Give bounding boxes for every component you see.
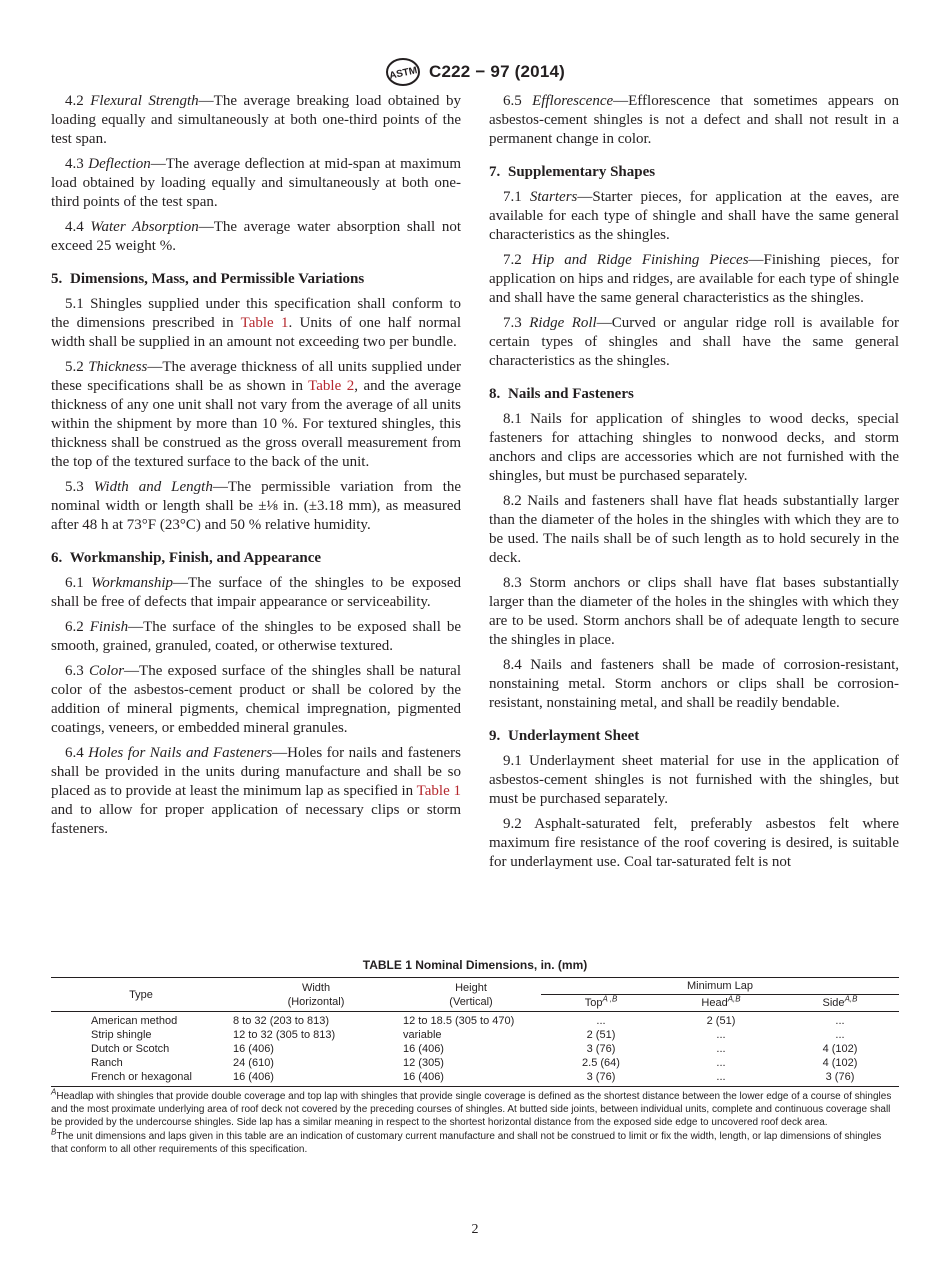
table-1-title: TABLE 1 Nominal Dimensions, in. (mm) <box>362 958 588 972</box>
page-number: 2 <box>471 1222 479 1237</box>
table-row: Strip shingle 12 to 32 (305 to 813) variable 2 (51) ... ... <box>91 1029 845 1041</box>
table-row: American method 8 to 32 (203 to 813) 12 to 18.5 (305 to 470) ... 2 (51) ... <box>91 1015 845 1027</box>
footnote-b: $^B$The unit dimensions and laps given in this table are an indication of customary current manufacture and shall not be construed to limit or fix the width, length, or lap dimensions of shingles that conform to all other requirements of this specification. <box>51 1127 882 1155</box>
col-width-header: Width (Horizontal) <box>231 978 401 1012</box>
col-top-header: Top$^{A ,B}$ <box>584 994 618 1009</box>
para-6-1: 6.1 Workmanship—The surface of the shingles to be exposed shall be free of defects that impair appearance or serviceability. <box>51 575 461 610</box>
col-type-header: Type <box>51 978 231 1012</box>
para-7-1: 7.1 Starters—Starter pieces, for application at the eaves, are available for each type of shingle and shall have the same general characteristics as the shingles. <box>489 189 899 243</box>
para-9-1: 9.1 Underlayment sheet material for use in the application of asbestos-cement shingles is not furnished with the shingles, but must be purchased separately. <box>489 753 899 807</box>
para-7-3: 7.3 Ridge Roll—Curved or angular ridge roll is available for certain types of shingles and shall have the same general characteristics as the shingles. <box>489 315 899 369</box>
table-1-link[interactable]: Table 1 <box>240 315 289 331</box>
nominal-dimensions-table <box>51 977 899 1087</box>
svg-text:ASTM: ASTM <box>388 65 419 82</box>
para-8-4: 8.4 Nails and fasteners shall be made of corrosion-resistant, nonstaining metal. Storm anchors or clips shall be corrosion-resistant, nonstaining metal, and shall be readily bendable. <box>489 657 899 711</box>
para-8-3: 8.3 Storm anchors or clips shall have flat bases substantially larger than the diameter of the holes in the shingles with which they are to be used. Storm anchors shall be of adequate length to secure the shingles in place. <box>489 575 899 648</box>
section-5-heading: 5. Dimensions, Mass, and Permissible Variations <box>51 271 365 287</box>
page-header <box>0 57 950 87</box>
section-7-heading: 7. Supplementary Shapes <box>489 164 656 180</box>
para-6-5: 6.5 Efflorescence—Efflorescence that sometimes appears on asbestos-cement shingles is not a defect and shall not result in a permanent change in color. <box>489 93 899 147</box>
para-4-3: 4.3 Deflection—The average deflection at mid-span at maximum load obtained by loading equally and simultaneously at both one-third points of the test span. <box>51 156 461 210</box>
para-8-1: 8.1 Nails for application of shingles to wood decks, special fasteners for attaching shingles to nonwood decks, and storm anchors and clips are accessories which are not furnished with the shingles, but must be purchased separately. <box>489 411 899 484</box>
right-column <box>489 92 899 878</box>
para-5-2: 5.2 Thickness—The average thickness of all units supplied under these specifications shall be as shown in Table 2, and the average thickness of any one unit shall not vary from the average of all units within the shipment by more than 10 %. For textured shingles, this thickness shall be construed as the gross overall measurement from the top of the textured surface to the back of the unit. <box>51 359 462 470</box>
col-minimum-lap-header: Minimum Lap <box>541 978 899 995</box>
section-8-heading: 8. Nails and Fasteners <box>489 386 634 402</box>
para-4-2: 4.2 Flexural Strength—The average breaking load obtained by loading equally and simultaneously at both one-third points of the test span. <box>51 93 462 147</box>
footnote-a: $^A$Headlap with shingles that provide double coverage and top lap with shingles that provide single coverage is defined as the shortest distance between the lower edge of a course of shingles and the most proximate underlying area of roof deck not covered by the preceding courses of shingles. At butted side joints, between individual units, complete and continuous coverage shall be provided by the undercourse shingles. Side lap has a similar meaning in respect to the shortest horizontal distance from the exposed side edge to uncovered roof deck area. <box>51 1087 892 1128</box>
para-9-2: 9.2 Asphalt-saturated felt, preferably asbestos felt where maximum fire resistance of the roof covering is desired, is suitable for underlayment use. Coal tar-saturated felt is not <box>489 816 899 870</box>
col-height-header: Height (Vertical) <box>401 978 541 1012</box>
section-6-heading: 6. Workmanship, Finish, and Appearance <box>51 550 322 566</box>
col-head-header: Head$^{A,B}$ <box>701 994 741 1009</box>
para-4-4: 4.4 Water Absorption—The average water absorption shall not exceed 25 weight %. <box>51 219 461 254</box>
left-column <box>51 92 461 845</box>
section-9-heading: 9. Underlayment Sheet <box>489 728 640 744</box>
para-6-2: 6.2 Finish—The surface of the shingles to be exposed shall be smooth, grained, granuled, coated, or otherwise textured. <box>51 619 461 654</box>
para-6-3: 6.3 Color—The exposed surface of the shingles shall be natural color of the asbestos-cement product or shall be colored by the addition of mineral pigments, chemical impregnation, pigmented coatings, veneers, or embedded mineral granules. <box>51 663 461 736</box>
para-7-2: 7.2 Hip and Ridge Finishing Pieces—Finishing pieces, for application on hips and ridges, are available for each type of shingle and shall have the same general characteristics as the shingles. <box>489 252 899 306</box>
para-6-4: 6.4 Holes for Nails and Fasteners—Holes for nails and fasteners shall be provided in the units during manufacture and shall be so placed as to provide at least the minimum lap as specified in Table 1 and to allow for proper application of necessary clips or storm fasteners. <box>51 745 461 837</box>
table-row: French or hexagonal 16 (406) 16 (406) 3 (76) ... 3 (76) <box>91 1071 855 1083</box>
table-1-link[interactable]: Table 1 <box>416 783 461 799</box>
table-footnotes <box>51 1087 899 1156</box>
table-row: Dutch or Scotch 16 (406) 16 (406) 3 (76) ... 4 (102) <box>91 1043 858 1055</box>
para-5-3: 5.3 Width and Length—The permissible variation from the nominal width or length shall be ±⅛ in. (±3.18 mm), as measured after 48 h at 73°F (23°C) and 50 % relative humidity. <box>51 479 462 533</box>
col-side-header: Side$^{A,B}$ <box>822 994 858 1009</box>
para-5-1: 5.1 Shingles supplied under this specification shall conform to the dimensions prescribed in Table 1. Units of one half normal width shall be supplied in an amount not exceeding two per bundle. <box>51 296 462 350</box>
document-designation: C222 − 97 (2014) <box>429 62 565 81</box>
table-row: Ranch 24 (610) 12 (305) 2.5 (64) ... 4 (102) <box>91 1057 858 1069</box>
astm-logo-icon <box>385 57 421 87</box>
table-2-link[interactable]: Table 2 <box>308 378 355 394</box>
table-1 <box>51 958 899 1157</box>
para-8-2: 8.2 Nails and fasteners shall have flat heads substantially larger than the diameter of the holes in the shingles with which they are to be used. The nails shall be of such length as to hold securely in the deck. <box>489 493 899 566</box>
